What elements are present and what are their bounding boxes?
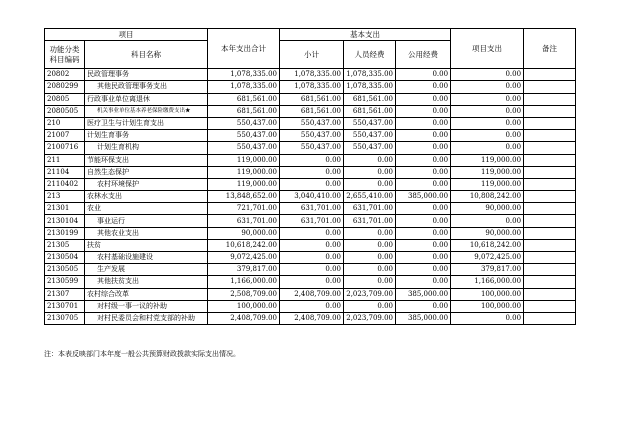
expenditure-table — [44, 28, 576, 325]
subject-code-cell: 2130104 — [45, 215, 85, 227]
project-cell: 9,072,425.00 — [451, 252, 524, 264]
subject-name-cell: 对村民委员会和村党支部的补助 — [85, 312, 208, 324]
total-cell: 721,701.00 — [208, 203, 280, 215]
remarks-cell — [524, 142, 576, 154]
table-row — [45, 203, 576, 215]
table-row — [45, 166, 576, 178]
public-cell: 0.00 — [396, 215, 451, 227]
public-cell: 0.00 — [396, 239, 451, 251]
remarks-cell — [524, 215, 576, 227]
personnel-cell: 0.00 — [344, 166, 396, 178]
public-cell: 0.00 — [396, 227, 451, 239]
project-column-header: 项目支出 — [451, 29, 524, 69]
project-cell: 0.00 — [451, 81, 524, 93]
personnel-cell: 681,561.00 — [344, 105, 396, 117]
subject-name-cell: 农村综合改革 — [85, 288, 208, 300]
subtotal-cell: 0.00 — [280, 300, 344, 312]
remarks-cell — [524, 117, 576, 129]
total-cell: 119,000.00 — [208, 166, 280, 178]
code-column-header: 功能分类 科目编码 — [45, 41, 85, 69]
project-cell: 90,000.00 — [451, 203, 524, 215]
public-cell: 0.00 — [396, 166, 451, 178]
personnel-cell: 0.00 — [344, 178, 396, 190]
table-row — [45, 239, 576, 251]
personnel-cell: 2,023,709.00 — [344, 312, 396, 324]
remarks-cell — [524, 203, 576, 215]
personnel-cell: 2,655,410.00 — [344, 191, 396, 203]
remarks-column-header: 备注 — [524, 29, 576, 69]
public-cell: 385,000.00 — [396, 191, 451, 203]
subtotal-cell: 631,701.00 — [280, 215, 344, 227]
table-row — [45, 312, 576, 324]
project-cell: 1,166,000.00 — [451, 276, 524, 288]
subject-name-cell: 扶贫 — [85, 239, 208, 251]
subtotal-cell: 2,408,709.00 — [280, 312, 344, 324]
table-row — [45, 276, 576, 288]
subject-code-cell: 2080505 — [45, 105, 85, 117]
total-cell: 681,561.00 — [208, 93, 280, 105]
subtotal-cell: 631,701.00 — [280, 203, 344, 215]
remarks-cell — [524, 69, 576, 81]
subject-name-cell: 其他民政管理事务支出 — [85, 81, 208, 93]
total-cell: 1,166,000.00 — [208, 276, 280, 288]
subtotal-cell: 1,078,335.00 — [280, 69, 344, 81]
project-cell: 10,618,242.00 — [451, 239, 524, 251]
subtotal-cell: 550,437.00 — [280, 117, 344, 129]
remarks-cell — [524, 276, 576, 288]
public-cell: 0.00 — [396, 142, 451, 154]
personnel-cell: 1,078,335.00 — [344, 69, 396, 81]
subject-code-cell: 213 — [45, 191, 85, 203]
table-row — [45, 81, 576, 93]
subject-code-cell: 2130504 — [45, 252, 85, 264]
total-cell: 550,437.00 — [208, 117, 280, 129]
project-cell: 90,000.00 — [451, 227, 524, 239]
remarks-cell — [524, 191, 576, 203]
remarks-cell — [524, 312, 576, 324]
project-cell: 0.00 — [451, 215, 524, 227]
subject-code-cell: 2080299 — [45, 81, 85, 93]
basic-expenditure-group-header: 基本支出 — [280, 29, 451, 41]
remarks-cell — [524, 154, 576, 166]
personnel-cell: 0.00 — [344, 276, 396, 288]
total-cell: 2,408,709.00 — [208, 312, 280, 324]
project-cell: 0.00 — [451, 69, 524, 81]
public-cell: 385,000.00 — [396, 288, 451, 300]
subject-name-cell: 生产发展 — [85, 264, 208, 276]
project-cell: 119,000.00 — [451, 178, 524, 190]
subject-name-cell: 行政事业单位离退休 — [85, 93, 208, 105]
personnel-cell: 550,437.00 — [344, 117, 396, 129]
subtotal-cell: 0.00 — [280, 239, 344, 251]
subtotal-cell: 0.00 — [280, 166, 344, 178]
table-row — [45, 288, 576, 300]
personnel-cell: 0.00 — [344, 227, 396, 239]
table-row — [45, 154, 576, 166]
subject-code-cell: 20802 — [45, 69, 85, 81]
remarks-cell — [524, 239, 576, 251]
project-cell: 379,817.00 — [451, 264, 524, 276]
subject-code-cell: 2130505 — [45, 264, 85, 276]
subject-code-cell: 210 — [45, 117, 85, 129]
subject-code-cell: 2100716 — [45, 142, 85, 154]
public-cell: 0.00 — [396, 300, 451, 312]
total-cell: 119,000.00 — [208, 154, 280, 166]
table-row — [45, 227, 576, 239]
table-row — [45, 117, 576, 129]
subtotal-cell: 2,408,709.00 — [280, 288, 344, 300]
subject-code-cell: 21301 — [45, 203, 85, 215]
subtotal-cell: 550,437.00 — [280, 142, 344, 154]
remarks-cell — [524, 227, 576, 239]
project-cell: 100,000.00 — [451, 288, 524, 300]
public-cell: 0.00 — [396, 117, 451, 129]
public-cell: 0.00 — [396, 93, 451, 105]
public-cell: 0.00 — [396, 69, 451, 81]
personnel-cell: 0.00 — [344, 264, 396, 276]
public-cell: 0.00 — [396, 81, 451, 93]
table-row — [45, 252, 576, 264]
public-cell: 0.00 — [396, 276, 451, 288]
subject-code-cell: 20805 — [45, 93, 85, 105]
personnel-cell: 0.00 — [344, 252, 396, 264]
total-cell: 90,000.00 — [208, 227, 280, 239]
total-cell: 1,078,335.00 — [208, 69, 280, 81]
subject-name-cell: 其他农业支出 — [85, 227, 208, 239]
public-cell: 0.00 — [396, 154, 451, 166]
subject-name-cell: 农村环境保护 — [85, 178, 208, 190]
subject-name-cell: 自然生态保护 — [85, 166, 208, 178]
table-row — [45, 215, 576, 227]
personnel-cell: 0.00 — [344, 300, 396, 312]
public-cell: 0.00 — [396, 178, 451, 190]
remarks-cell — [524, 105, 576, 117]
remarks-cell — [524, 130, 576, 142]
project-cell: 0.00 — [451, 312, 524, 324]
subtotal-cell: 0.00 — [280, 264, 344, 276]
table-row — [45, 142, 576, 154]
subtotal-cell: 0.00 — [280, 154, 344, 166]
total-cell: 681,561.00 — [208, 105, 280, 117]
remarks-cell — [524, 178, 576, 190]
table-row — [45, 178, 576, 190]
subject-code-cell: 21307 — [45, 288, 85, 300]
public-cell: 0.00 — [396, 264, 451, 276]
total-cell: 379,817.00 — [208, 264, 280, 276]
subject-code-cell: 21104 — [45, 166, 85, 178]
public-cell: 0.00 — [396, 105, 451, 117]
personnel-cell: 1,078,335.00 — [344, 81, 396, 93]
project-cell: 119,000.00 — [451, 166, 524, 178]
project-cell: 0.00 — [451, 142, 524, 154]
personnel-cell: 550,437.00 — [344, 142, 396, 154]
remarks-cell — [524, 252, 576, 264]
public-column-header: 公用经费 — [396, 41, 451, 69]
personnel-cell: 0.00 — [344, 154, 396, 166]
subject-name-cell: 机关事业单位基本养老保险缴费支出★ — [85, 105, 208, 117]
personnel-cell: 681,561.00 — [344, 93, 396, 105]
total-cell: 10,618,242.00 — [208, 239, 280, 251]
table-row — [45, 300, 576, 312]
table-row — [45, 264, 576, 276]
remarks-cell — [524, 81, 576, 93]
public-cell: 0.00 — [396, 252, 451, 264]
expenditure-table-sheet — [44, 28, 576, 325]
subject-code-cell: 21305 — [45, 239, 85, 251]
subtotal-cell: 0.00 — [280, 276, 344, 288]
personnel-cell: 0.00 — [344, 239, 396, 251]
subtotal-cell: 0.00 — [280, 252, 344, 264]
project-cell: 100,000.00 — [451, 300, 524, 312]
subject-name-cell: 对村级一事一议的补助 — [85, 300, 208, 312]
personnel-cell: 631,701.00 — [344, 215, 396, 227]
project-cell: 119,000.00 — [451, 154, 524, 166]
subtotal-cell: 550,437.00 — [280, 130, 344, 142]
subject-name-cell: 节能环保支出 — [85, 154, 208, 166]
item-group-header: 项目 — [45, 29, 208, 41]
personnel-cell: 631,701.00 — [344, 203, 396, 215]
subject-code-cell: 2110402 — [45, 178, 85, 190]
public-cell: 385,000.00 — [396, 312, 451, 324]
table-row — [45, 191, 576, 203]
subject-code-cell: 211 — [45, 154, 85, 166]
subject-name-cell: 事业运行 — [85, 215, 208, 227]
subject-name-cell: 农业 — [85, 203, 208, 215]
table-row — [45, 93, 576, 105]
remarks-cell — [524, 288, 576, 300]
subject-name-cell: 计划生育事务 — [85, 130, 208, 142]
subject-name-cell: 农林水支出 — [85, 191, 208, 203]
table-row — [45, 105, 576, 117]
subject-code-cell: 2130701 — [45, 300, 85, 312]
total-cell: 119,000.00 — [208, 178, 280, 190]
total-cell: 550,437.00 — [208, 142, 280, 154]
subtotal-cell: 681,561.00 — [280, 105, 344, 117]
subject-code-cell: 21007 — [45, 130, 85, 142]
project-cell: 0.00 — [451, 105, 524, 117]
subject-name-cell: 农村基础设施建设 — [85, 252, 208, 264]
table-row — [45, 69, 576, 81]
subject-name-cell: 计划生育机构 — [85, 142, 208, 154]
total-cell: 550,437.00 — [208, 130, 280, 142]
subtotal-cell: 681,561.00 — [280, 93, 344, 105]
remarks-cell — [524, 300, 576, 312]
subtotal-column-header: 小计 — [280, 41, 344, 69]
total-column-header: 本年支出合计 — [208, 29, 280, 69]
project-cell: 10,808,242.00 — [451, 191, 524, 203]
subject-name-cell: 民政管理事务 — [85, 69, 208, 81]
subject-name-cell: 医疗卫生与计划生育支出 — [85, 117, 208, 129]
table-footnote: 注：本表反映部门本年度一般公共预算财政拨款实际支出情况。 — [44, 350, 240, 358]
total-cell: 100,000.00 — [208, 300, 280, 312]
public-cell: 0.00 — [396, 130, 451, 142]
total-cell: 9,072,425.00 — [208, 252, 280, 264]
subtotal-cell: 3,040,410.00 — [280, 191, 344, 203]
total-cell: 1,078,335.00 — [208, 81, 280, 93]
subtotal-cell: 1,078,335.00 — [280, 81, 344, 93]
project-cell: 0.00 — [451, 130, 524, 142]
project-cell: 0.00 — [451, 93, 524, 105]
table-row — [45, 130, 576, 142]
total-cell: 2,508,709.00 — [208, 288, 280, 300]
remarks-cell — [524, 166, 576, 178]
project-cell: 0.00 — [451, 117, 524, 129]
subject-name-cell: 其他扶贫支出 — [85, 276, 208, 288]
subject-code-cell: 2130705 — [45, 312, 85, 324]
public-cell: 0.00 — [396, 203, 451, 215]
remarks-cell — [524, 93, 576, 105]
subject-code-cell: 2130199 — [45, 227, 85, 239]
subtotal-cell: 0.00 — [280, 178, 344, 190]
total-cell: 631,701.00 — [208, 215, 280, 227]
total-cell: 13,848,652.00 — [208, 191, 280, 203]
personnel-column-header: 人员经费 — [344, 41, 396, 69]
remarks-cell — [524, 264, 576, 276]
subtotal-cell: 0.00 — [280, 227, 344, 239]
personnel-cell: 2,023,709.00 — [344, 288, 396, 300]
personnel-cell: 550,437.00 — [344, 130, 396, 142]
name-column-header: 科目名称 — [85, 41, 208, 69]
subject-code-cell: 2130599 — [45, 276, 85, 288]
